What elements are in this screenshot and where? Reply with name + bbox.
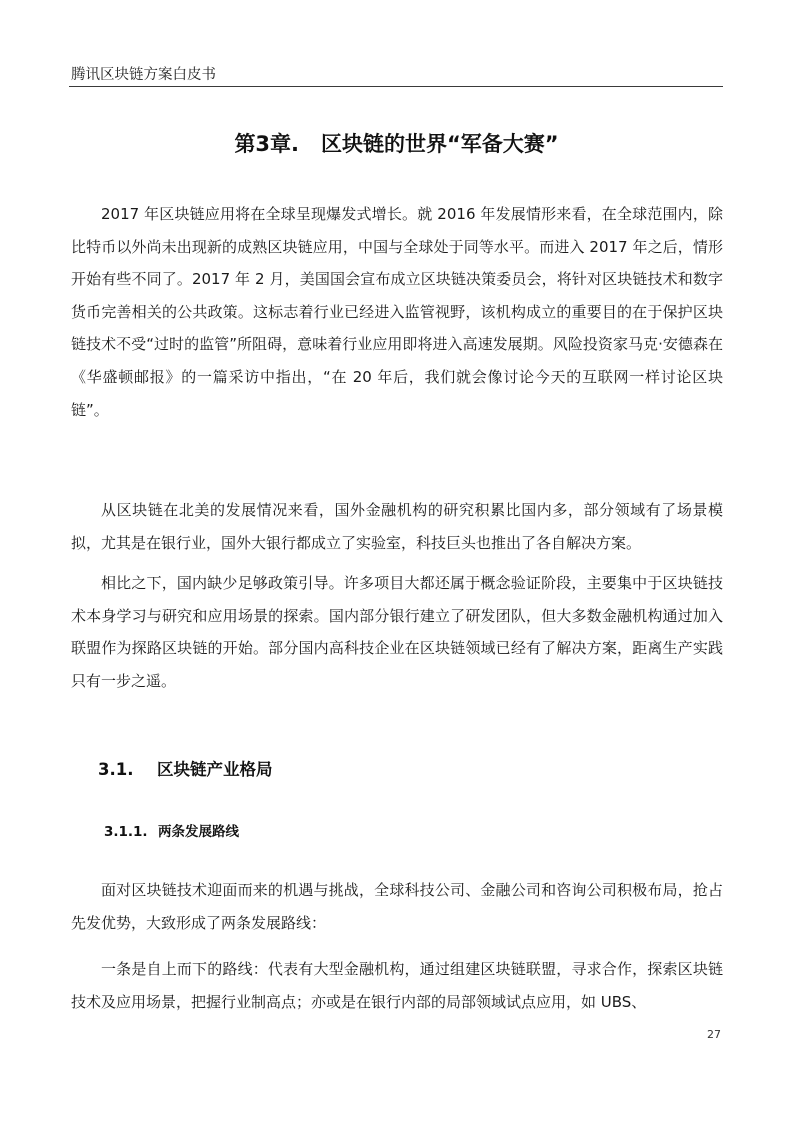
- page-number: 27: [707, 1028, 721, 1041]
- section-number: 3.1.: [98, 760, 134, 779]
- header-divider: [69, 86, 723, 87]
- subsection-heading: [104, 822, 239, 842]
- subsection-title: 两条发展路线: [158, 824, 239, 840]
- subsection-number: 3.1.1.: [104, 824, 148, 840]
- body-paragraph-4: 面对区块链技术迎面而来的机遇与挑战，全球科技公司、金融公司和咨询公司积极布局，抢占先发优势，大致形成了两条发展路线：: [71, 881, 723, 932]
- body-paragraph-5: 一条是自上而下的路线：代表有大型金融机构，通过组建区块链联盟，寻求合作，探索区块链技术及应用场景，把握行业制高点；亦或是在银行内部的局部领域试点应用，如 UBS、: [71, 960, 723, 1011]
- body-paragraph-3: 相比之下，国内缺少足够政策引导。许多项目大都还属于概念验证阶段，主要集中于区块链技术本身学习与研究和应用场景的探索。国内部分银行建立了研发团队，但大多数金融机构通过加入联盟作为探路区块链的开始。部分国内高科技企业在区块链领域已经有了解决方案，距离生产实践只有一步之遥。: [71, 574, 723, 690]
- body-paragraph-2: 从区块链在北美的发展情况来看，国外金融机构的研究积累比国内多，部分领域有了场景模拟，尤其是在银行业，国外大银行都成立了实验室，科技巨头也推出了各自解决方案。: [71, 501, 723, 552]
- chapter-title: 第3章. 区块链的世界“军备大赛”: [234, 132, 559, 156]
- body-paragraph-1: 2017 年区块链应用将在全球呈现爆发式增长。就 2016 年发展情形来看，在全球范围内，除比特币以外尚未出现新的成熟区块链应用，中国与全球处于同等水平。而进入 2017 年之后，情形开始有些不同了。2017 年 2 月，美国国会宣布成立区块链决策委员会，将针对区块链技术和数字货币完善相关的公共政策。这标志着行业已经进入监管视野，该机构成立的重要目的在于保护区块链技术不受“过时的监管”所阻碍，意味着行业应用即将进入高速发展期。风险投资家马克·安德森在《华盛顿邮报》的一篇采访中指出，“在 20 年后，我们就会像讨论今天的互联网一样讨论区块链”。: [71, 205, 723, 419]
- section-heading: [98, 758, 273, 782]
- section-title: 区块链产业格局: [157, 760, 273, 779]
- running-header-title: 腾讯区块链方案白皮书: [71, 67, 216, 83]
